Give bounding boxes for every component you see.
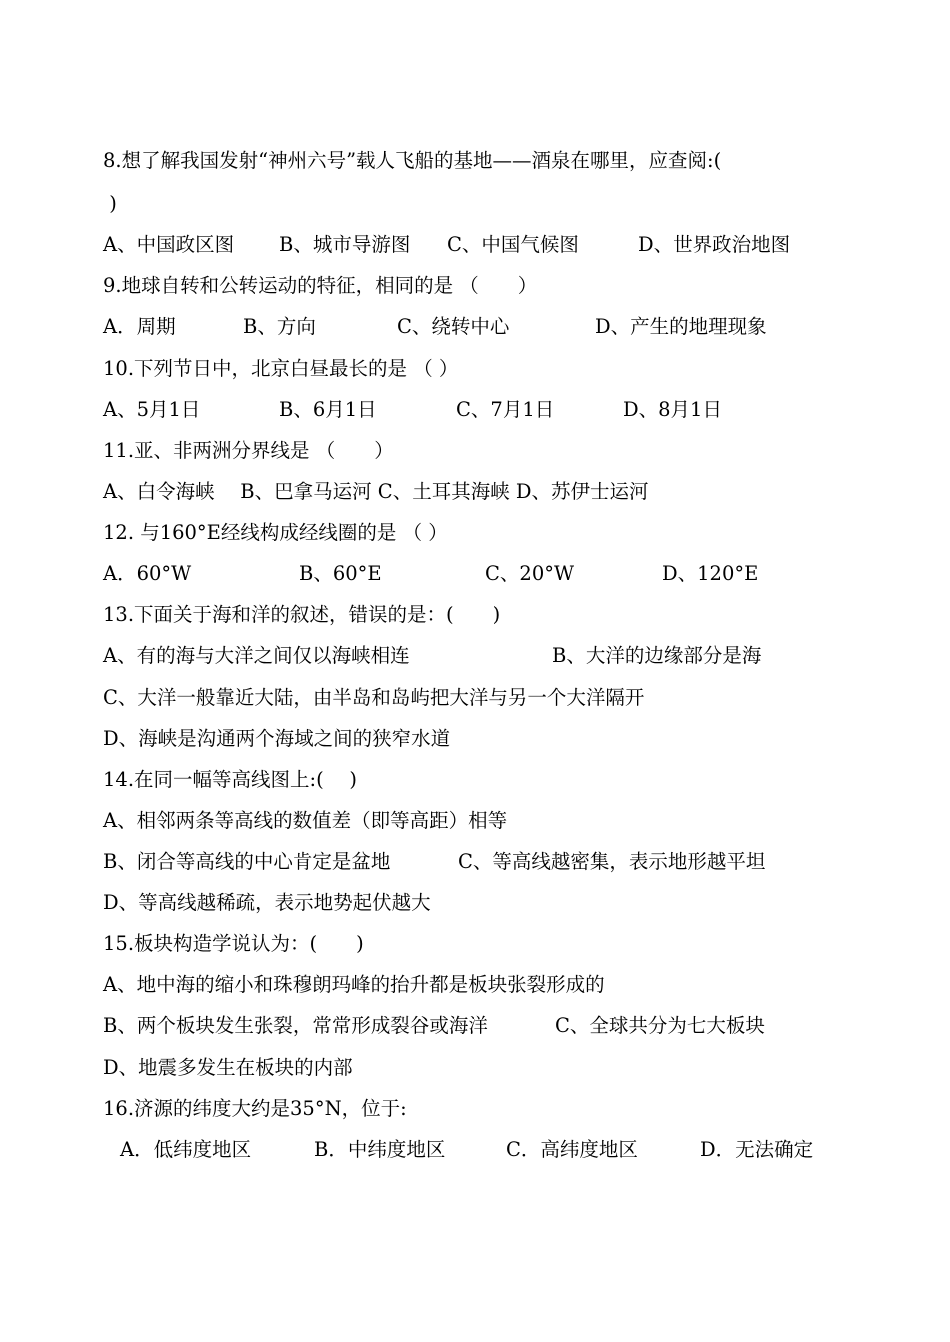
q16-option-a: A．低纬度地区 (120, 1138, 252, 1161)
q15-stem: 15.板块构造学说认为：( ) (103, 932, 364, 955)
q11-stem: 11.亚、非两洲分界线是 （ ） (103, 439, 394, 462)
q13-option-row-1 (103, 640, 762, 672)
q12-option-d: D、120°E (662, 562, 759, 585)
q12-option-c: C、20°W (485, 562, 575, 585)
q13-option-b: B、大洋的边缘部分是海 (552, 644, 762, 667)
q14-option-b: B、闭合等高线的中心肯定是盆地 (103, 850, 391, 873)
q16-option-b: B．中纬度地区 (314, 1138, 446, 1161)
q9-option-a: A．周期 (103, 315, 176, 338)
q13-option-a: A、有的海与大洋之间仅以海峡相连 (103, 644, 410, 667)
q16-stem: 16.济源的纬度大约是35°N，位于: (103, 1097, 407, 1120)
q15-option-d: D、地震多发生在板块的内部 (103, 1056, 353, 1079)
q8-stem-line-2: ) (103, 192, 117, 215)
q8-option-a: A、中国政区图 (103, 233, 235, 256)
q15-option-a: A、地中海的缩小和珠穆朗玛峰的抬升都是板块张裂形成的 (103, 973, 605, 996)
q14-option-c: C、等高线越密集，表示地形越平坦 (458, 850, 766, 873)
q10-options (103, 394, 722, 426)
q12-option-b: B、60°E (299, 562, 382, 585)
q8-option-b: B、城市导游图 (279, 233, 411, 256)
q9-options (103, 311, 767, 343)
q10-option-a: A、5月1日 (103, 398, 201, 421)
q16-option-c: C．高纬度地区 (506, 1138, 638, 1161)
q8-option-d: D、世界政治地图 (638, 233, 791, 256)
q15-option-b: B、两个板块发生张裂，常常形成裂谷或海洋 (103, 1014, 488, 1037)
q14-option-d: D、等高线越稀疏，表示地势起伏越大 (103, 891, 431, 914)
q12-option-a: A．60°W (103, 562, 192, 585)
q13-option-d: D、海峡是沟通两个海域之间的狭窄水道 (103, 727, 451, 750)
q8-stem-line-1: 8.想了解我国发射“神州六号”载人飞船的基地——酒泉在哪里，应查阅:( (103, 149, 722, 172)
q9-stem: 9.地球自转和公转运动的特征，相同的是 （ ） (103, 274, 538, 297)
q14-option-row-2 (103, 846, 766, 878)
q16-option-d: D．无法确定 (700, 1138, 814, 1161)
q15-option-row-2 (103, 1010, 765, 1042)
q12-stem: 12. 与160°E经线构成经线圈的是 （ ） (103, 521, 448, 544)
q13-stem: 13.下面关于海和洋的叙述，错误的是：( ) (103, 603, 501, 626)
q8-option-c: C、中国气候图 (447, 233, 579, 256)
q11-options: A、白令海峡 B、巴拿马运河 C、土耳其海峡 D、苏伊士运河 (103, 480, 649, 503)
q10-option-c: C、7月1日 (456, 398, 555, 421)
q14-option-a: A、相邻两条等高线的数值差（即等高距）相等 (103, 809, 508, 832)
q12-options (103, 558, 759, 590)
q9-option-c: C、绕转中心 (397, 315, 510, 338)
q15-option-c: C、全球共分为七大板块 (555, 1014, 765, 1037)
q9-option-b: B、方向 (243, 315, 316, 338)
q16-options (120, 1134, 814, 1166)
q10-option-d: D、8月1日 (623, 398, 722, 421)
q10-stem: 10.下列节日中，北京白昼最长的是 （ ） (103, 357, 459, 380)
q13-option-c: C、大洋一般靠近大陆，由半岛和岛屿把大洋与另一个大洋隔开 (103, 686, 645, 709)
q9-option-d: D、产生的地理现象 (595, 315, 767, 338)
q14-stem: 14.在同一幅等高线图上:( ) (103, 768, 357, 791)
q10-option-b: B、6月1日 (279, 398, 377, 421)
q8-options (103, 229, 791, 261)
